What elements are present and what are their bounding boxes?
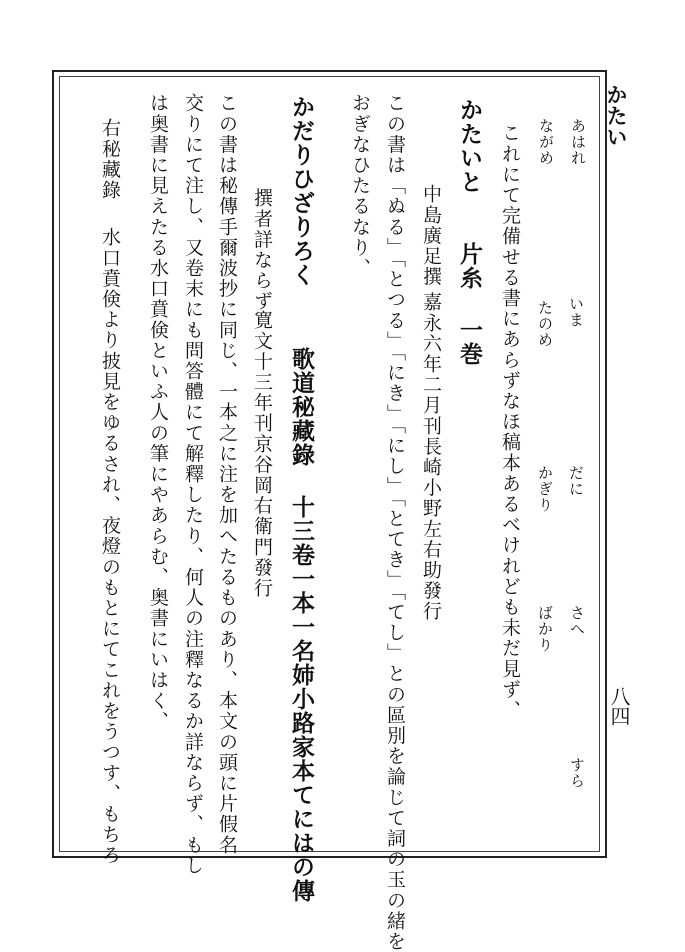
example-word: だに <box>567 465 585 497</box>
entry-title: 片糸 一巻 <box>456 242 483 366</box>
running-head: かたい <box>604 84 629 147</box>
example-word: あはれ <box>569 118 587 166</box>
example-word: ながめ <box>537 118 555 166</box>
example-word: ばかり <box>536 605 554 653</box>
text-column: おぎなひたるなり、 <box>349 93 371 279</box>
entry-author: 撰者詳ならず <box>251 188 273 312</box>
example-word: さへ <box>568 605 586 637</box>
text-column: 交りにて注し、又卷末にも問答體にて解釋したり、何人の注釋なるか詳ならず、もし <box>182 93 204 876</box>
example-word: いま <box>567 296 585 328</box>
entry-publication: 寛文十三年刊京谷岡右衛門發行 <box>251 310 273 599</box>
text-column: この書は秘傳手爾波抄に同じ、一本之に注を加へたるものあり、本文の頭に片假名 <box>216 93 238 856</box>
quote-label: 右秘藏錄 <box>99 118 121 201</box>
entry-author: 中島廣足撰 <box>420 184 442 287</box>
example-word: かぎり <box>536 465 554 513</box>
entry-publication: 嘉永六年二月刊長崎小野左右助發行 <box>420 292 442 622</box>
text-column: この書は「ぬる」「とつる」「にき」「にし」「とてき」「てし」との區別を論じて詞の玉の緒を <box>384 93 406 952</box>
quote-text: 水口賁倹より披見をゆるされ、夜燈のもとにてこれをうつす、もちろ <box>99 227 121 866</box>
page-number: 八四 <box>607 686 631 726</box>
text-column: これにて完備せる書にあらずなほ稿本あるべけれども未だ見ず、 <box>499 123 521 721</box>
entry-title: 歌道秘藏錄 十三卷一本一名姉小路家本てにはの傳 <box>288 347 315 903</box>
entry-heading: かたいと <box>456 98 483 194</box>
entry-heading: かだりひざりろく <box>288 95 315 287</box>
example-word: たのめ <box>536 300 554 348</box>
example-word: すら <box>568 757 586 789</box>
text-column: は奥書に見えたる水口賁倹といふ人の筆にやあらむ、奥書にいはく、 <box>147 93 169 732</box>
